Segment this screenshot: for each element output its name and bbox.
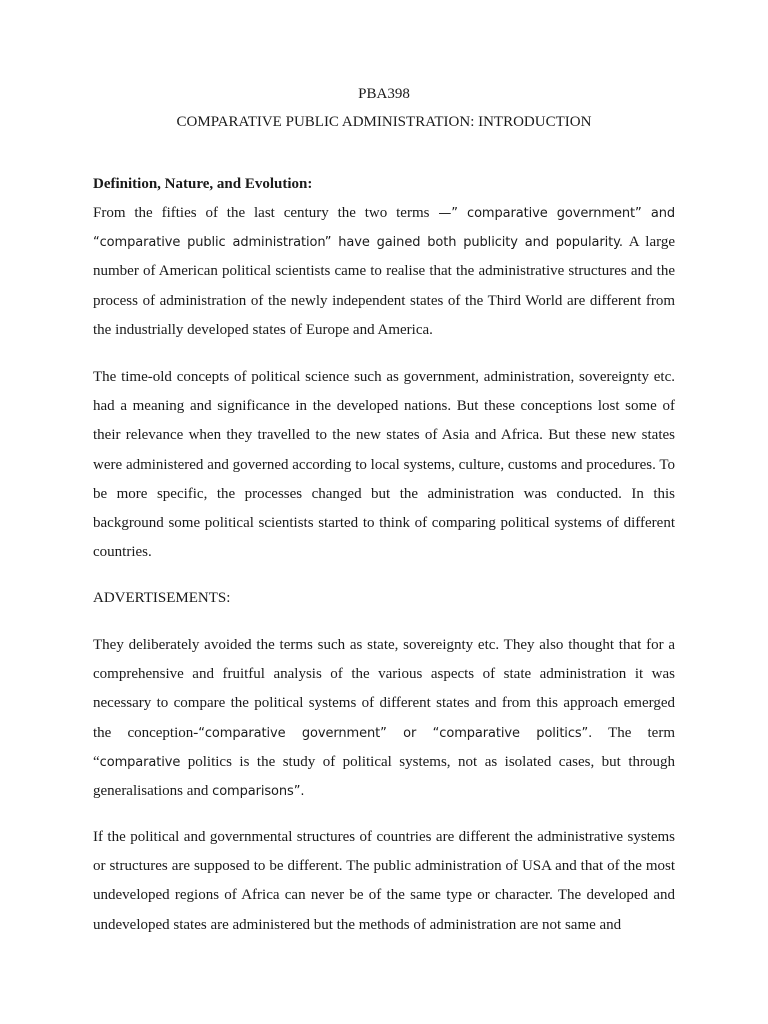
paragraph-2: The time-old concepts of political science such as government, administration, sovereignty etc. had a meaning and significance in the developed nations. But these conceptions lost some of their relevance when they travelled to the new states of Asia and Africa. But these new states were administered and governed according to local systems, culture, customs and procedures. To be more specific, the processes changed but the administration was conducted. In this background some political scientists started to think of comparing political systems of different countries. [93, 369, 675, 561]
paragraph-3-part-e: politics is the study of political systems, not as isolated cases, but through generalisations and [93, 753, 675, 800]
advertisements-label: ADVERTISEMENTS: [93, 590, 231, 606]
paragraph-3-part-d: comparative [99, 754, 181, 770]
paragraph-1-part-c: A large number of American political scientists came to realise that the administrative structures and the process of administration of the newly independent states of the Third World are different from the industrially developed states of Europe and America. [93, 234, 675, 338]
course-code: PBA398 [358, 86, 410, 102]
paragraph-1-part-a: From the fifties of the last century the two terms [93, 205, 439, 221]
paragraph-3 [93, 631, 675, 806]
section-heading: Definition, Nature, and Evolution: [93, 176, 313, 192]
document-title: COMPARATIVE PUBLIC ADMINISTRATION: INTRODUCTION [176, 114, 592, 130]
paragraph-3-part-f: comparisons”. [212, 784, 305, 800]
paragraph-1-part-b: —” comparative government” and “comparative public administration” have gained both publicity and popularity. [93, 206, 675, 251]
paragraph-3-part-a: They deliberately avoided the terms such as state, sovereignty etc. They also thought that for a comprehensive and fruitful analysis of the various aspects of state administration it was necessary to compare the political systems of different states and from this approach emerged the conception- [93, 637, 675, 741]
paragraph-3-part-c: The term “ [93, 724, 675, 770]
paragraph-1 [93, 199, 675, 345]
paragraph-4: If the political and governmental structures of countries are different the administrative systems or structures are supposed to be different. The public administration of USA and that of the most undeveloped regions of Africa can never be of the same type or character. The developed and undeveloped states are administered but the methods of administration are not same and [93, 829, 675, 933]
paragraph-3-part-b: “comparative government” or “comparative politics”. [198, 725, 593, 741]
